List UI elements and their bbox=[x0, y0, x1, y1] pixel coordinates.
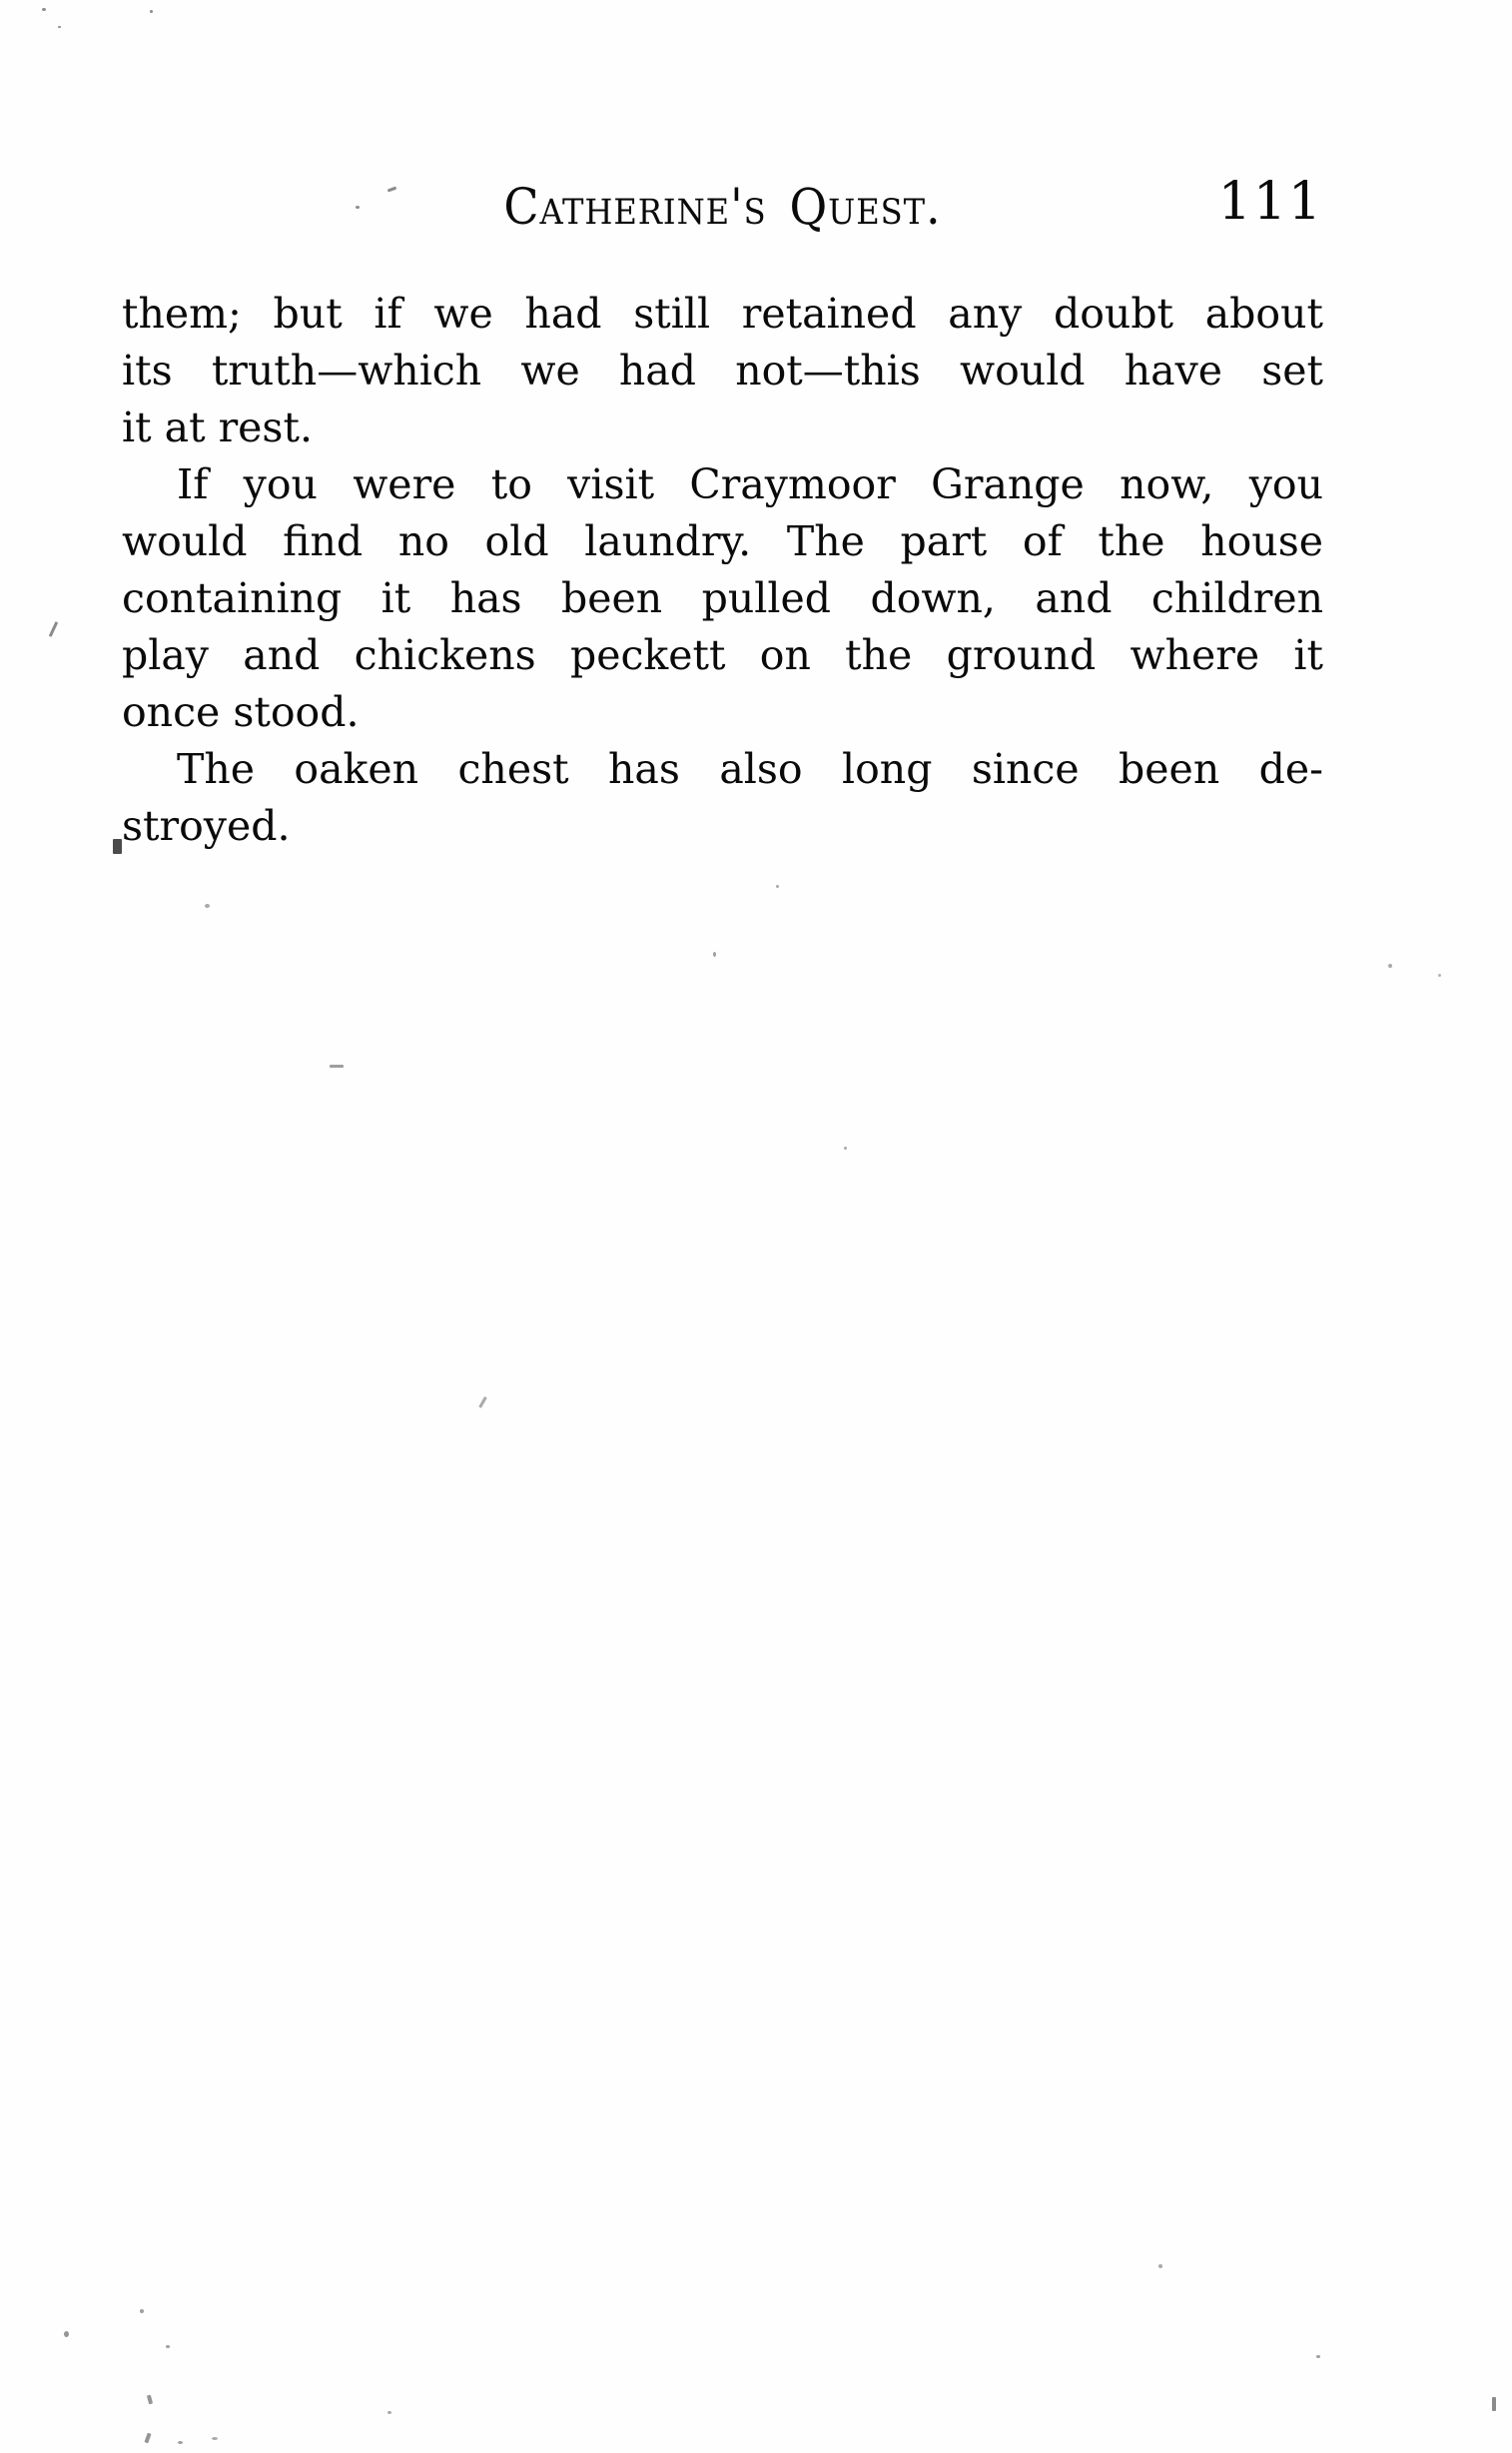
text-line: would find no old laundry. The part of the house bbox=[122, 517, 1323, 565]
scan-speckle bbox=[205, 904, 210, 908]
scan-speckle bbox=[178, 2441, 183, 2444]
page-header bbox=[122, 172, 1323, 240]
scan-speckle bbox=[147, 2395, 153, 2405]
scan-speckle bbox=[42, 8, 46, 11]
scan-speckle bbox=[1388, 964, 1392, 968]
scan-speckle bbox=[64, 2331, 69, 2337]
scan-speckle bbox=[844, 1147, 847, 1150]
text-line: The oaken chest has also long since been de- bbox=[177, 745, 1323, 793]
scan-speckle bbox=[140, 2309, 144, 2313]
scan-speckle bbox=[1492, 2397, 1496, 2411]
scan-speckle bbox=[58, 26, 61, 28]
scan-speckle bbox=[356, 206, 360, 209]
running-title: Catherine's Quest. bbox=[503, 178, 942, 236]
scan-speckle bbox=[478, 1396, 487, 1408]
body-text bbox=[122, 286, 1323, 855]
scan-speckle bbox=[713, 952, 716, 957]
scan-speckle bbox=[49, 621, 58, 637]
text-line: them; but if we had still retained any doubt about bbox=[122, 290, 1323, 338]
scan-speckle bbox=[1158, 2264, 1162, 2268]
page-number: 111 bbox=[1217, 172, 1323, 232]
scan-speckle bbox=[1438, 974, 1441, 977]
text-line: once stood. bbox=[122, 688, 360, 736]
scan-speckle bbox=[144, 2433, 151, 2444]
text-line: its truth—which we had not—this would have set bbox=[122, 347, 1323, 395]
text-line: play and chickens peckett on the ground where it bbox=[122, 631, 1323, 679]
scan-speckle bbox=[166, 2345, 170, 2348]
text-line: it at rest. bbox=[122, 404, 313, 451]
scan-speckle bbox=[1316, 2355, 1320, 2358]
text-line: containing it has been pulled down, and children bbox=[122, 574, 1323, 622]
scan-speckle bbox=[330, 1065, 344, 1068]
scan-speckle bbox=[776, 885, 779, 888]
text-line: If you were to visit Craymoor Grange now, you bbox=[177, 460, 1323, 508]
text-line: stroyed. bbox=[122, 802, 291, 850]
scan-speckle bbox=[150, 10, 153, 13]
scan-speckle bbox=[387, 2411, 391, 2414]
scan-speckle bbox=[113, 839, 122, 854]
scan-speckle bbox=[212, 2437, 218, 2440]
